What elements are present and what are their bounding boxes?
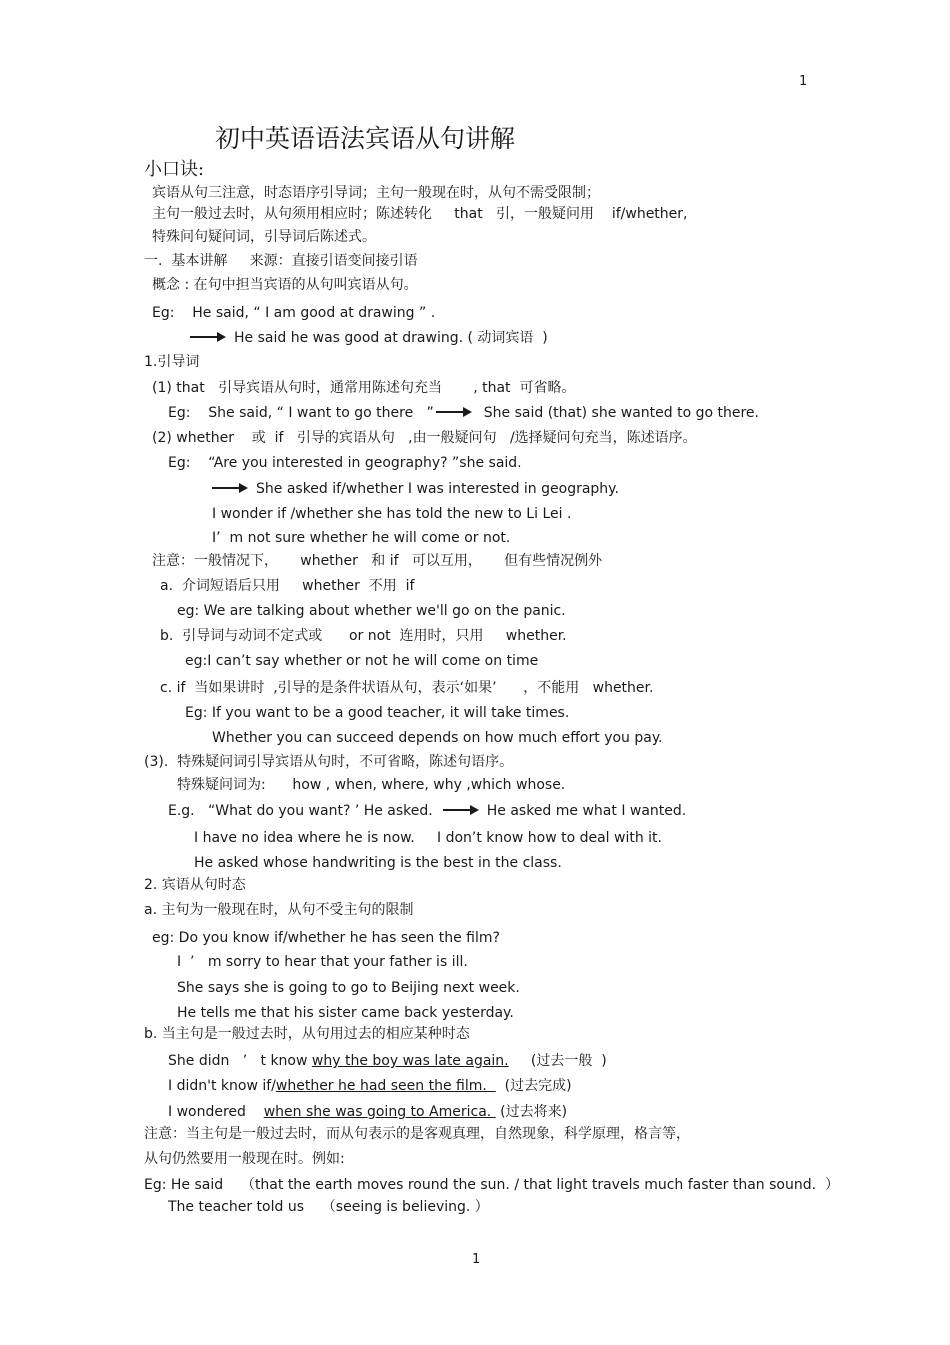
- tense-b-line-2: I didn't know if/whether he had seen the film. (过去完成): [168, 1078, 572, 1094]
- note-2-line-2: 从句仍然要用一般现在时。例如:: [144, 1151, 345, 1167]
- note-c: c. if 当如果讲时 ,引导的是条件状语从句，表示‘如果’ ，不能用 whether.: [160, 680, 654, 696]
- note-2-example-2: The teacher told us （seeing is believing. ）: [168, 1199, 489, 1215]
- point-1-that: (1) that 引导宾语从句时，通常用陈述句充当 , that 可省略。: [152, 380, 576, 396]
- point-3-wh-words: (3). 特殊疑问词引导宾语从句时，不可省略，陈述句语序。: [144, 754, 514, 770]
- point-3-example: E.g. “What do you want? ’ He asked. He asked me what I wanted.: [168, 803, 687, 819]
- subtitle: 小口诀:: [144, 159, 205, 180]
- point-3-line-3: He asked whose handwriting is the best in the class.: [194, 855, 562, 871]
- note-2-line-1: 注意：当主句是一般过去时，而从句表示的是客观真理，自然现象，科学原理，格言等，: [144, 1126, 690, 1142]
- heading-2b: b. 当主句是一般过去时，从句用过去的相应某种时态: [144, 1026, 470, 1042]
- point-2-line-2: I wonder if /whether she has told the new to Li Lei .: [212, 506, 572, 522]
- rhyme-line-1: 宾语从句三注意，时态语序引导词；主句一般现在时，从句不需受限制；: [152, 185, 600, 201]
- note-b-example: eg:I can’t say whether or not he will come on time: [185, 653, 539, 669]
- note-a: a. 介词短语后只用 whether 不用 if: [160, 578, 415, 594]
- note-2-example-1: Eg: He said （that the earth moves round the sun. / that light travels much faster than sound. ）: [144, 1177, 839, 1193]
- note-c-example-2: Whether you can succeed depends on how much effort you pay.: [212, 730, 663, 746]
- note-a-example: eg: We are talking about whether we'll go on the panic.: [177, 603, 566, 619]
- tense-a-line-4: He tells me that his sister came back yesterday.: [177, 1005, 514, 1021]
- note-c-example: Eg: If you want to be a good teacher, it will take times.: [185, 705, 570, 721]
- point-2-example: Eg: “Are you interested in geography? ”she said.: [168, 455, 522, 471]
- point-2-arrow-line: She asked if/whether I was interested in geography.: [212, 480, 619, 498]
- tense-b-line-1: She didn ’ t know why the boy was late again. (过去一般 ): [168, 1053, 607, 1069]
- note-b: b. 引导词与动词不定式或 or not 连用时，只用 whether.: [160, 628, 567, 644]
- page-title: 初中英语语法宾语从句讲解: [215, 124, 516, 153]
- right-arrow-icon: [190, 332, 226, 342]
- point-2-line-3: I’ m not sure whether he will come or not.: [212, 530, 511, 546]
- point-3-word-list: 特殊疑问词为: how , when, where, why ,which whose.: [177, 777, 566, 793]
- right-arrow-icon: [436, 407, 472, 417]
- note-1: 注意：一般情况下， whether 和 if 可以互用， 但有些情况例外: [152, 553, 603, 569]
- page-number-bottom: 1: [472, 1252, 481, 1267]
- page-number-top: 1: [799, 74, 808, 89]
- example-1b: He said he was good at drawing. ( 动词宾语 ): [190, 329, 548, 347]
- heading-1-introducers: 1.引导词: [144, 354, 200, 370]
- tense-b-line-3: I wondered when she was going to America. (过去将来): [168, 1104, 568, 1120]
- rhyme-line-3: 特殊问句疑问词，引导词后陈述式。: [152, 229, 376, 245]
- concept-line: 概念 : 在句中担当宾语的从句叫宾语从句。: [152, 277, 418, 293]
- heading-2a: a. 主句为一般现在时，从句不受主句的限制: [144, 902, 414, 918]
- right-arrow-icon: [443, 805, 479, 815]
- tense-a-line-3: She says she is going to go to Beijing next week.: [177, 980, 520, 996]
- heading-2-tense: 2. 宾语从句时态: [144, 877, 246, 893]
- example-1a: Eg: He said, “ I am good at drawing ” .: [152, 305, 436, 321]
- section-1-heading: 一. 基本讲解 来源：直接引语变间接引语: [144, 253, 418, 269]
- point-2-whether: (2) whether 或 if 引导的宾语从句 ,由一般疑问句 /选择疑问句充当，陈述语序。: [152, 430, 697, 446]
- point-1-example: Eg: She said, “ I want to go there ” She said (that) she wanted to go there.: [168, 405, 759, 421]
- tense-a-line-1: eg: Do you know if/whether he has seen the film?: [152, 930, 500, 946]
- tense-a-line-2: I ’ m sorry to hear that your father is ill.: [177, 954, 468, 970]
- right-arrow-icon: [212, 483, 248, 493]
- point-3-line-2: I have no idea where he is now. I don’t know how to deal with it.: [194, 830, 662, 846]
- rhyme-line-2: 主句一般过去时，从句须用相应时；陈述转化 that 引，一般疑问用 if/whether,: [152, 206, 688, 222]
